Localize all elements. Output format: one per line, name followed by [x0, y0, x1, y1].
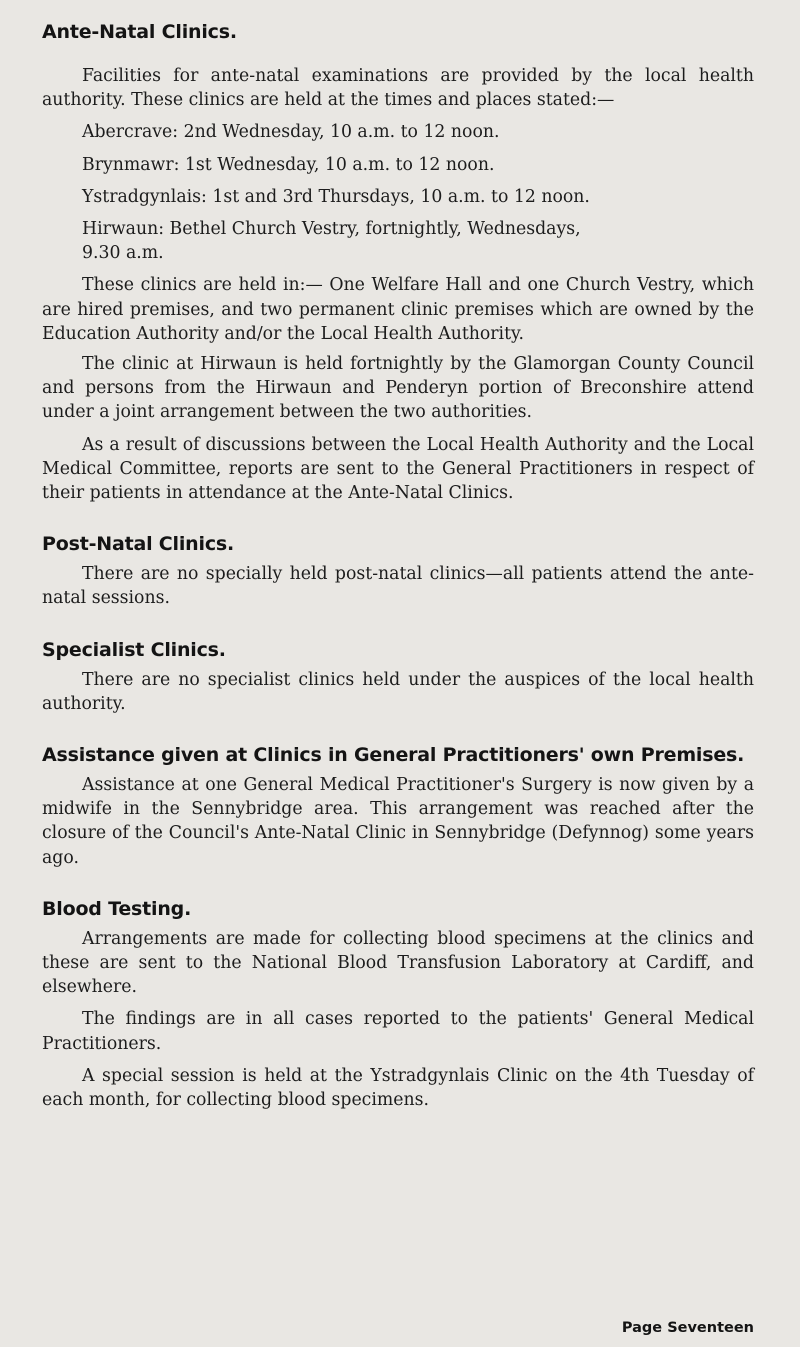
- clinic-schedule-text: Abercrave: 2nd Wednesday, 10 a.m. to 12 noon.: [82, 122, 500, 143]
- assistance-heading: Assistance given at Clinics in General Practitioners' own Premises.: [42, 744, 745, 767]
- page-number-label: Page Seventeen: [621, 1320, 754, 1336]
- clinic-schedule-text: Ystradgynlais: 1st and 3rd Thursdays, 10 a.m. to 12 noon.: [82, 186, 590, 207]
- clinic-schedule-item: [42, 185, 754, 209]
- clinic-schedule-item: [42, 120, 754, 144]
- clinic-schedule-list: [42, 120, 754, 265]
- antenatal-reports-paragraph: As a result of discussions between the Local Health Authority and the Local Medical Committee, reports are sent to the General Practitioners in respect of their patients in attendance at the Ante-Natal Clinics.: [42, 434, 754, 504]
- assistance-paragraph: Assistance at one General Medical Practitioner's Surgery is now given by a midwife in the Sennybridge area. This arrangement was reached after the closure of the Council's Ante-Natal Clinic in Sennybridge (Defynnog) some years ago.: [42, 775, 754, 868]
- antenatal-section: [42, 20, 754, 505]
- clinic-schedule-continuation: 9.30 a.m.: [82, 243, 164, 264]
- antenatal-heading: Ante-Natal Clinics.: [42, 21, 237, 43]
- antenatal-premises-paragraph: These clinics are held in:— One Welfare Hall and one Church Vestry, which are hired premises, and two permanent clinic premises which are owned by the Education Authority and/or the Local Health Authority.: [42, 275, 754, 344]
- clinic-schedule-text: Brynmawr: 1st Wednesday, 10 a.m. to 12 noon.: [82, 154, 495, 175]
- clinic-schedule-text: Hirwaun: Bethel Church Vestry, fortnightly, Wednesdays,: [82, 219, 581, 240]
- blood-arrangements-paragraph: Arrangements are made for collecting blood specimens at the clinics and these are sent to the National Blood Transfusion Laboratory at Cardiff, and elsewhere.: [42, 928, 754, 998]
- postnatal-paragraph: There are no specially held post-natal clinics—all patients attend the ante-natal sessions.: [42, 564, 754, 609]
- clinic-schedule-item: [42, 153, 754, 177]
- blood-session-paragraph: A special session is held at the Ystradgynlais Clinic on the 4th Tuesday of each month, for collecting blood specimens.: [42, 1065, 754, 1111]
- specialist-paragraph: There are no specialist clinics held under the auspices of the local health authority.: [42, 669, 754, 714]
- clinic-schedule-item: [42, 217, 754, 265]
- postnatal-heading: Post-Natal Clinics.: [42, 533, 235, 556]
- specialist-section: [42, 638, 754, 716]
- assistance-section: [42, 743, 754, 870]
- specialist-heading: Specialist Clinics.: [42, 638, 226, 661]
- blood-findings-paragraph: The findings are in all cases reported to the patients' General Medical Practitioners.: [42, 1009, 754, 1054]
- postnatal-section: [42, 532, 754, 610]
- blood-testing-heading: Blood Testing.: [42, 897, 192, 920]
- antenatal-hirwaun-paragraph: The clinic at Hirwaun is held fortnightly by the Glamorgan County Council and persons from the Hirwaun and Penderyn portion of Breconshire attend under a joint arrangement between the two authorities.: [42, 354, 754, 423]
- antenatal-intro: Facilities for ante-natal examinations are provided by the local health authority. These clinics are held at the times and places stated:—: [42, 66, 754, 111]
- blood-testing-section: [42, 897, 754, 1112]
